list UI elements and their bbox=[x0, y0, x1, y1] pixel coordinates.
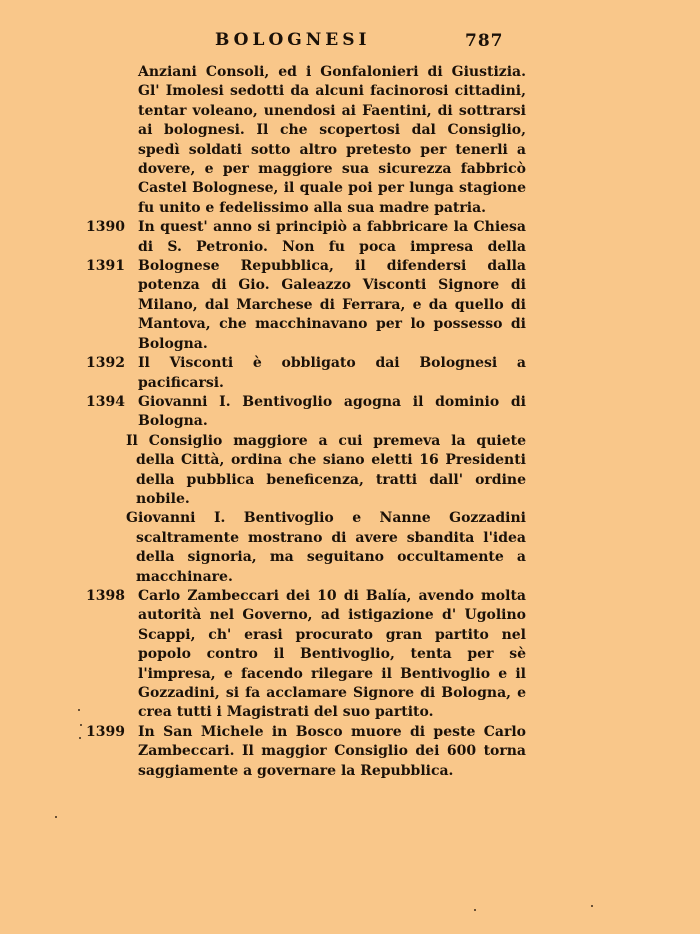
entry-1398 bbox=[86, 587, 526, 723]
entry-text-1394: Giovanni I. Bentivoglio agogna il dominio di Bologna. bbox=[138, 393, 526, 430]
running-head: BOLOGNESI bbox=[215, 30, 371, 50]
entry-1392 bbox=[86, 354, 526, 393]
entry-text-1390: In quest' anno si principiò a fabbricare la Chiesa di S. Petronio. Non fu poca impresa della Bolognese Repubblica, il difendersi dalla potenza di Gio. Galeazzo Visconti Signore di Milano, dal Marchese di Ferrara, e da quello di Mantova, che macchinavano per lo possesso di Bologna. bbox=[138, 219, 526, 352]
entry-1399 bbox=[86, 723, 526, 781]
entry-1394 bbox=[86, 393, 526, 432]
entry-year-1399: 1399 bbox=[86, 723, 125, 740]
entry-year-1390: 1390 bbox=[86, 219, 125, 236]
entry-year-1392: 1392 bbox=[86, 355, 125, 372]
intro-text: Anziani Consoli, ed i Gonfalonieri di Giustizia. Gl' Imolesi sedotti da alcuni facinorosi cittadini, tentar voleano, unendosi ai Faentini, di sottrarsi ai bolognesi. Il che scopertosi dal Consiglio, spedì soldati sotto altro pretesto per tenerli a dovere, e per maggiore sua sicurezza fabbricò Castel Bolognese, il quale poi per lunga stagione fu unito e fedelissimo alla sua madre patria. bbox=[138, 64, 526, 216]
margin-speck bbox=[79, 737, 81, 739]
subentry-text-bentivoglio: Giovanni I. Bentivoglio e Nanne Gozzadini scaltramente mostrano di avere sbandita l'idea della signoria, ma seguitano occultamente a macchinare. bbox=[126, 510, 526, 585]
margin-speck bbox=[55, 816, 57, 818]
margin-speck bbox=[591, 905, 593, 907]
entry-year-1398: 1398 bbox=[86, 587, 125, 604]
intro-paragraph bbox=[86, 63, 526, 218]
subentry-bentivoglio bbox=[86, 509, 526, 587]
entry-text-1392: Il Visconti è obbligato dai Bolognesi a pacificarsi. bbox=[138, 355, 526, 391]
margin-speck bbox=[474, 909, 476, 911]
margin-speck bbox=[80, 724, 82, 726]
subentry-consiglio bbox=[86, 432, 526, 510]
entry-text-1399: In San Michele in Bosco muore di peste Carlo Zambeccari. Il maggior Consiglio dei 600 torna saggiamente a governare la Repubblica. bbox=[138, 723, 526, 779]
page-header bbox=[0, 30, 700, 54]
entry-year-1391: 1391 bbox=[86, 258, 125, 275]
subentry-text-consiglio: Il Consiglio maggiore a cui premeva la quiete della Città, ordina che siano eletti 16 Presidenti della pubblica beneficenza, tratti dall' ordine nobile. bbox=[126, 432, 526, 507]
text-body bbox=[86, 63, 526, 781]
margin-speck bbox=[78, 709, 80, 711]
entry-1390 bbox=[86, 218, 526, 354]
entry-text-1398: Carlo Zambeccari dei 10 di Balía, avendo molta autorità nel Governo, ad istigazione d' Ugolino Scappi, ch' erasi procurato gran partito nel popolo contro il Bentivoglio, tenta per sè l'impresa, e facendo rilegare il Bentivoglio e il Gozzadini, si fa acclamare Signore di Bologna, e crea tutti i Magistrati del suo partito. bbox=[138, 587, 526, 721]
entry-year-1394: 1394 bbox=[86, 393, 125, 410]
page-number: 787 bbox=[465, 31, 504, 51]
